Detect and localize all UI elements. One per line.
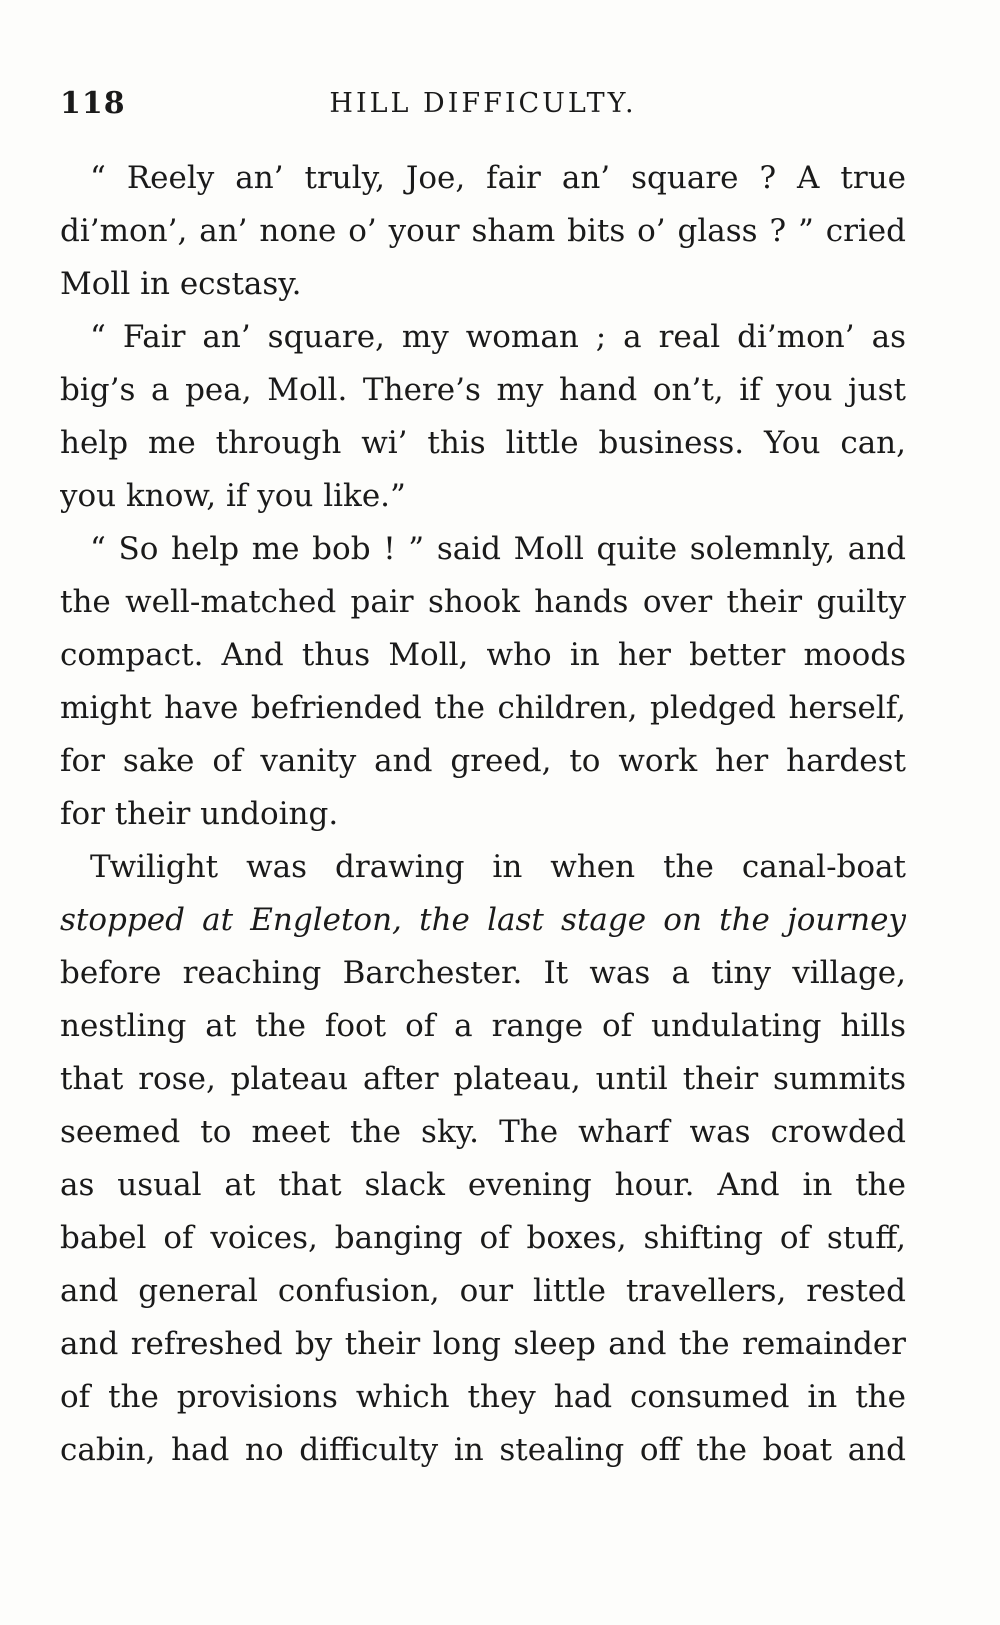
- chapter-title: HILL DIFFICULTY.: [329, 88, 637, 119]
- text-line: as usual at that slack evening hour. And in the: [60, 1167, 906, 1203]
- text-line: of the provisions which they had consumed in the: [60, 1379, 906, 1415]
- text-line: the well-matched pair shook hands over their guilty: [60, 584, 906, 620]
- text-line: for their undoing.: [60, 796, 339, 832]
- text-line: that rose, plateau after plateau, until their summits: [60, 1061, 906, 1097]
- text-line: compact. And thus Moll, who in her better moods: [60, 637, 906, 673]
- text-line: nestling at the foot of a range of undulating hills: [60, 1008, 906, 1044]
- text-line: “ Fair an’ square, my woman ; a real di’mon’ as: [90, 319, 906, 355]
- text-line: you know, if you like.”: [60, 478, 406, 514]
- text-line: for sake of vanity and greed, to work her hardest: [60, 743, 906, 779]
- text-line: before reaching Barchester. It was a tiny village,: [60, 955, 906, 991]
- text-line: seemed to meet the sky. The wharf was crowded: [60, 1114, 906, 1150]
- text-line: big’s a pea, Moll. There’s my hand on’t, if you just: [60, 372, 906, 408]
- text-line: and refreshed by their long sleep and the remainder: [60, 1326, 906, 1362]
- text-line: Moll in ecstasy.: [60, 266, 302, 302]
- text-line: “ Reely an’ truly, Joe, fair an’ square ? A true: [90, 160, 906, 196]
- italic-text: stopped at Engleton, the last stage on the journey: [60, 902, 906, 938]
- running-head: [60, 86, 906, 126]
- text-line: cabin, had no difficulty in stealing off the boat and: [60, 1432, 906, 1468]
- text-line-italic: [60, 894, 906, 947]
- text-line: babel of voices, banging of boxes, shifting of stuff,: [60, 1220, 906, 1256]
- text-line: Twilight was drawing in when the canal-boat: [90, 849, 906, 885]
- text-line: might have befriended the children, pledged herself,: [60, 690, 906, 726]
- page-number: 118: [60, 86, 126, 121]
- text-line: “ So help me bob ! ” said Moll quite solemnly, and: [90, 531, 906, 567]
- text-line: di’mon’, an’ none o’ your sham bits o’ glass ? ” cried: [60, 213, 906, 249]
- text-line: help me through wi’ this little business. You can,: [60, 425, 906, 461]
- text-line: and general confusion, our little travellers, rested: [60, 1273, 906, 1309]
- body-text: [60, 152, 906, 1477]
